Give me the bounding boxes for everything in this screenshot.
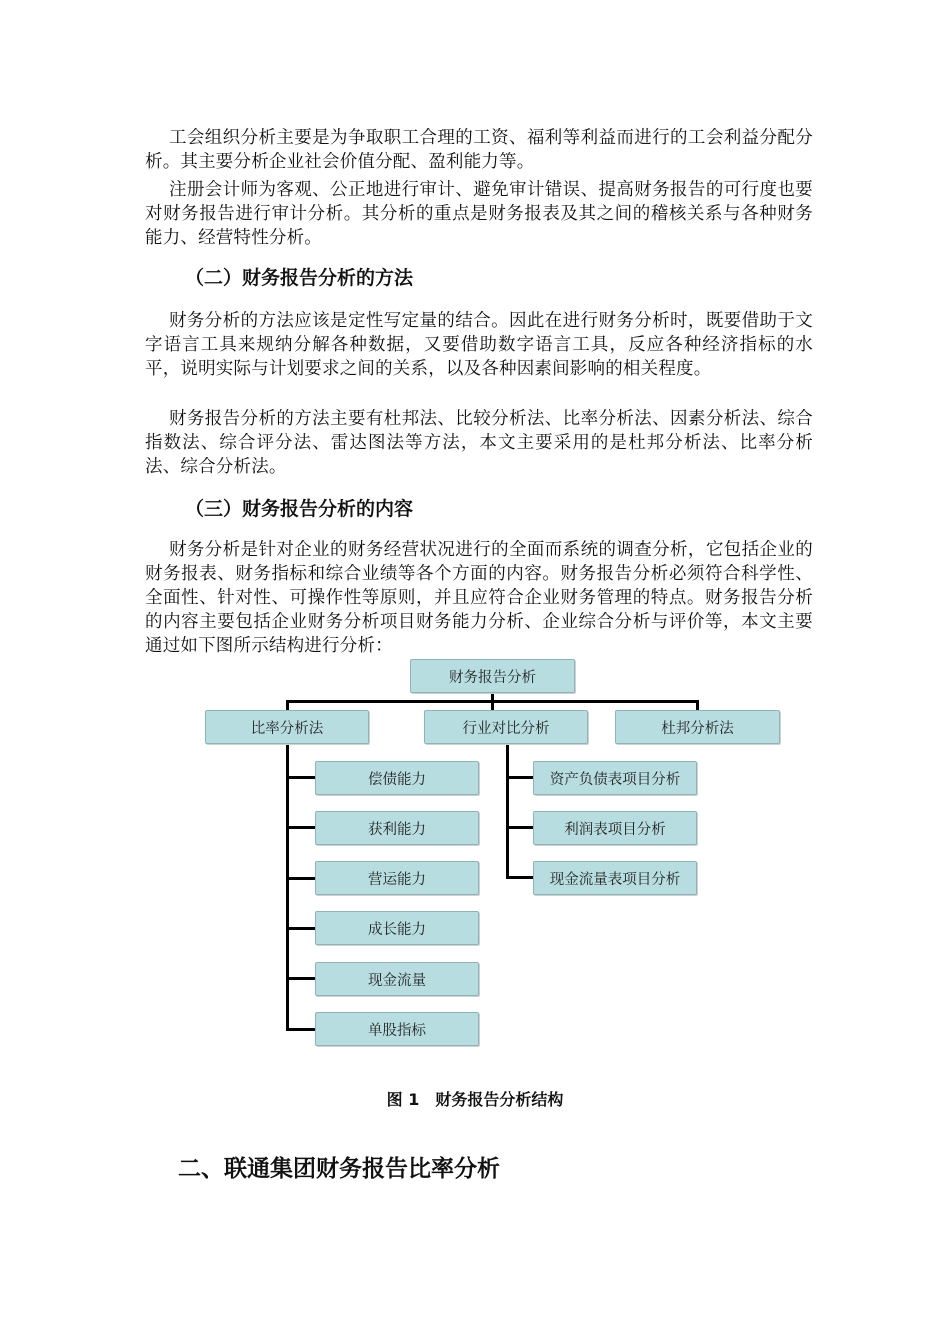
diagram-industry-item: 现金流量表项目分析 [533,861,697,895]
heading-analysis-methods: （二）财务报告分析的方法 [185,267,414,289]
connector-horizontal-bar [286,700,699,703]
heading-analysis-content: （三）财务报告分析的内容 [185,498,414,520]
connector-ratio-item [286,826,316,829]
diagram-industry-item: 资产负债表项目分析 [533,761,697,795]
connector-ratio-item [286,877,316,880]
paragraph-content-description: 财务分析是针对企业的财务经营状况进行的全面而系统的调查分析，它包括企业的财务报表、财务指标和综合业绩等各个方面的内容。财务报告分析必须符合科学性、全面性、针对性、可操作性等原则，并且应符合企业财务管理的特点。财务报告分析的内容主要包括企业财务分析项目财务能力分析、企业综合分析与评价等，本文主要通过如下图所示结构进行分析： [145,540,813,656]
connector-ratio-item [286,776,316,779]
connector-ratio-item [286,1028,316,1031]
paragraph-union-analysis: 工会组织分析主要是为争取职工合理的工资、福利等利益而进行的工会利益分配分析。其主要分析企业社会价值分配、盈利能力等。 [145,128,813,172]
connector-ratio-trunk [286,743,289,1031]
paragraph-method-principle: 财务分析的方法应该是定性写定量的结合。因此在进行财务分析时，既要借助于文字语言工具来规纳分解各种数据，又要借助数字语言工具，反应各种经济指标的水平，说明实际与计划要求之间的关系，以及各种因素间影响的相关程度。 [145,311,813,379]
connector-industry-item [506,876,534,879]
connector-to-ratio [286,700,289,710]
diagram-ratio-item: 偿债能力 [315,761,479,795]
diagram-industry-item: 利润表项目分析 [533,811,697,845]
connector-ratio-item [286,977,316,980]
diagram-branch-industry: 行业对比分析 [424,710,588,744]
diagram-ratio-item: 单股指标 [315,1012,479,1046]
diagram-branch-dupont: 杜邦分析法 [615,710,780,744]
paragraph-method-list: 财务报告分析的方法主要有杜邦法、比较分析法、比率分析法、因素分析法、综合指数法、综合评分法、雷达图法等方法，本文主要采用的是杜邦分析法、比率分析法、综合分析法。 [145,409,813,477]
connector-industry-trunk [506,743,509,879]
connector-industry-item [506,776,534,779]
figure-caption: 图 1 财务报告分析结构 [386,1090,564,1109]
diagram-branch-ratio: 比率分析法 [205,710,369,744]
diagram-ratio-item: 现金流量 [315,962,479,996]
connector-ratio-item [286,927,316,930]
section-heading-ratio-analysis: 二、联通集团财务报告比率分析 [178,1156,500,1182]
diagram-ratio-item: 营运能力 [315,861,479,895]
paragraph-cpa-analysis: 注册会计师为客观、公正地进行审计、避免审计错误、提高财务报告的可行度也要对财务报告进行审计分析。其分析的重点是财务报表及其之间的稽核关系与各种财务能力、经营特性分析。 [145,180,813,248]
diagram-ratio-item: 成长能力 [315,911,479,945]
connector-to-dupont [696,700,699,710]
diagram-ratio-item: 获利能力 [315,811,479,845]
diagram-root-box: 财务报告分析 [410,659,575,693]
connector-industry-item [506,826,534,829]
